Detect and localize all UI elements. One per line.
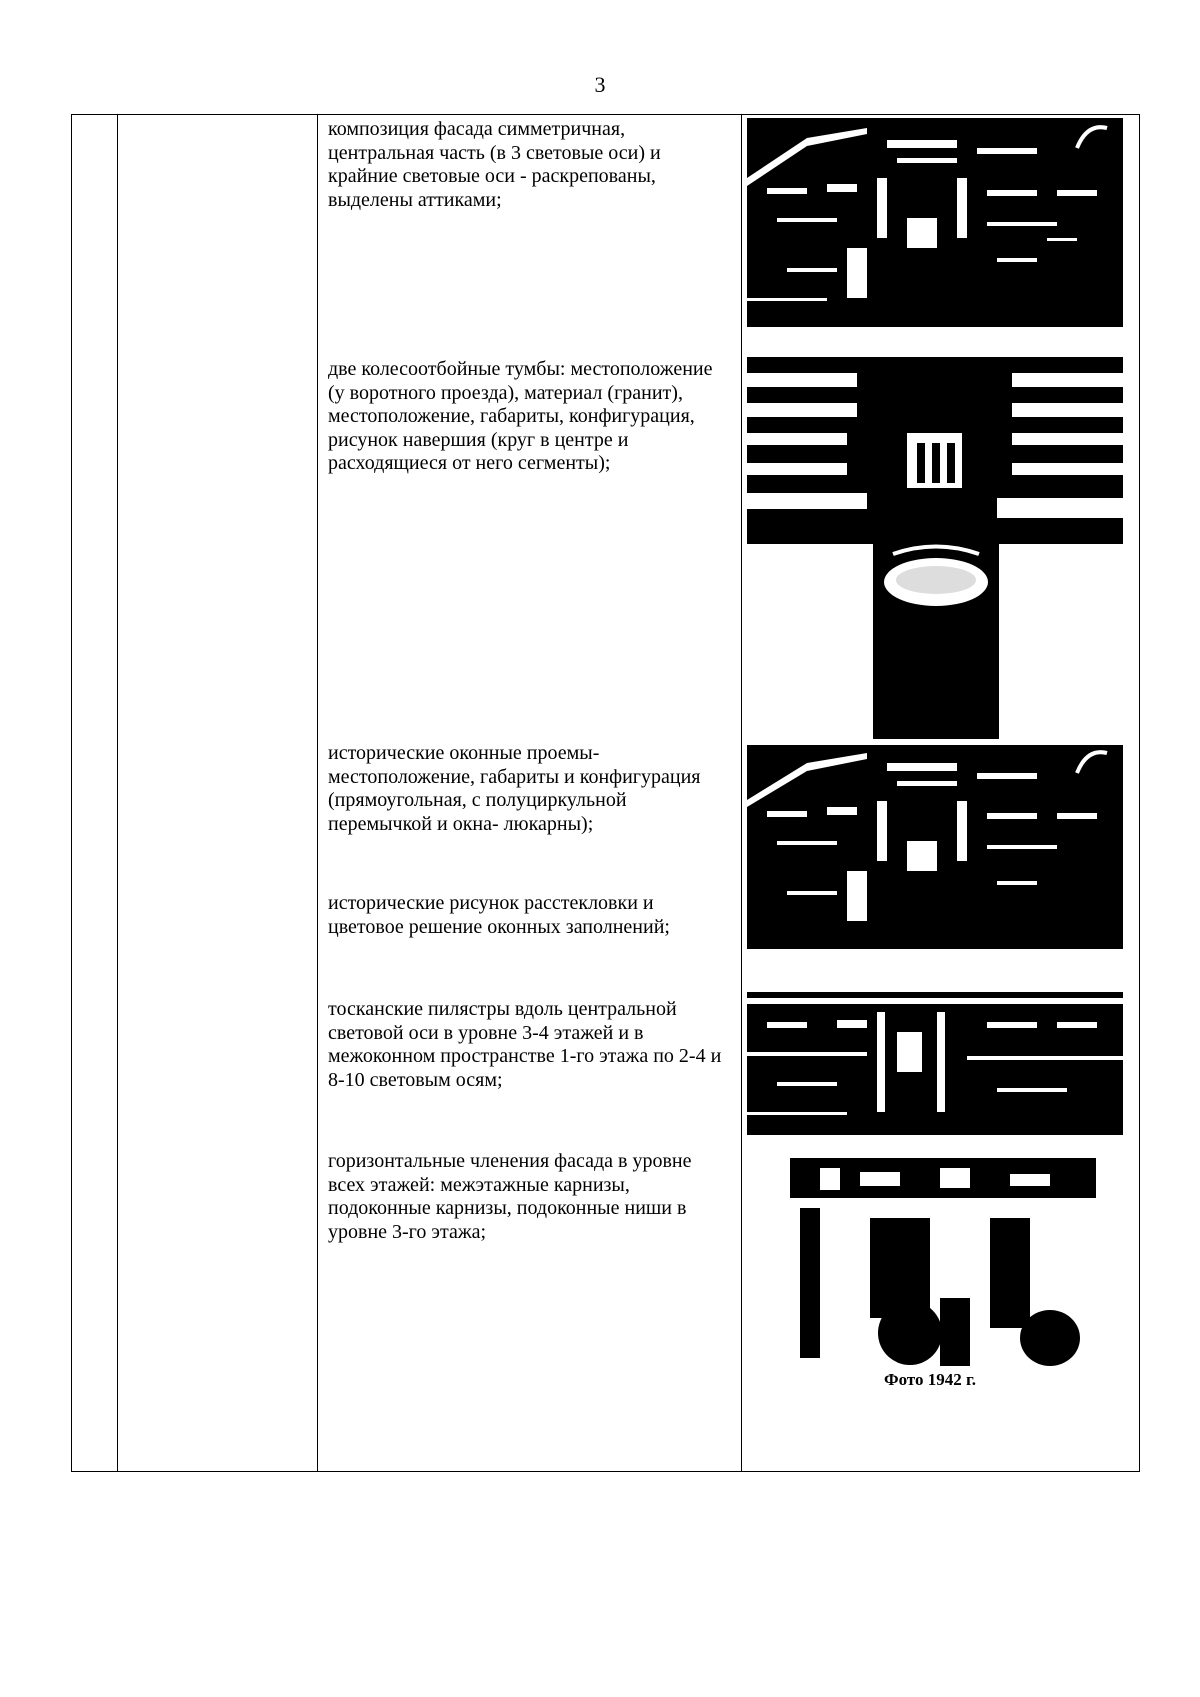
photo-caption: Фото 1942 г.	[883, 1370, 977, 1389]
window-openings-photo	[747, 745, 1123, 949]
column-divider-3	[741, 115, 742, 1471]
facade-photo	[747, 118, 1123, 327]
pilasters-photo	[747, 992, 1123, 1135]
feature-text-glazing: исторические рисунок расстекловки и цветовое решение оконных заполнений;	[328, 892, 670, 938]
feature-text-facade-composition: композиция фасада симметричная, центральная часть (в 3 световые оси) и крайние световые оси - раскрепованы, выделены аттиками;	[328, 118, 661, 211]
wheel-guard-photo	[873, 544, 999, 739]
column-divider-1	[117, 115, 118, 1471]
feature-text-pilasters: тосканские пилястры вдоль центральной световой оси в уровне 3-4 этажей и в межоконном пространстве 1-го этажа по 2-4 и 8-10 световым осям;	[328, 998, 722, 1091]
feature-text-horizontal-divisions: горизонтальные членения фасада в уровне всех этажей: межэтажные карнизы, подоконные карнизы, подоконные ниши в уровне 3-го этажа;	[328, 1150, 692, 1243]
page-number: 3	[594, 72, 606, 97]
historic-photo-1942	[790, 1158, 1096, 1366]
feature-text-wheel-guards: две колесоотбойные тумбы: местоположение (у воротного проезда), материал (гранит), местоположение, габариты, конфигурация, рисунок навершия (круг в центре и расходящиеся от него сегменты);	[328, 358, 713, 474]
column-divider-2	[317, 115, 318, 1471]
feature-text-window-openings: исторические оконные проемы- местоположение, габариты и конфигурация (прямоугольная, с полуциркульной перемычкой и окна- люкарны);	[328, 742, 701, 835]
gate-passage-photo	[747, 333, 1123, 544]
